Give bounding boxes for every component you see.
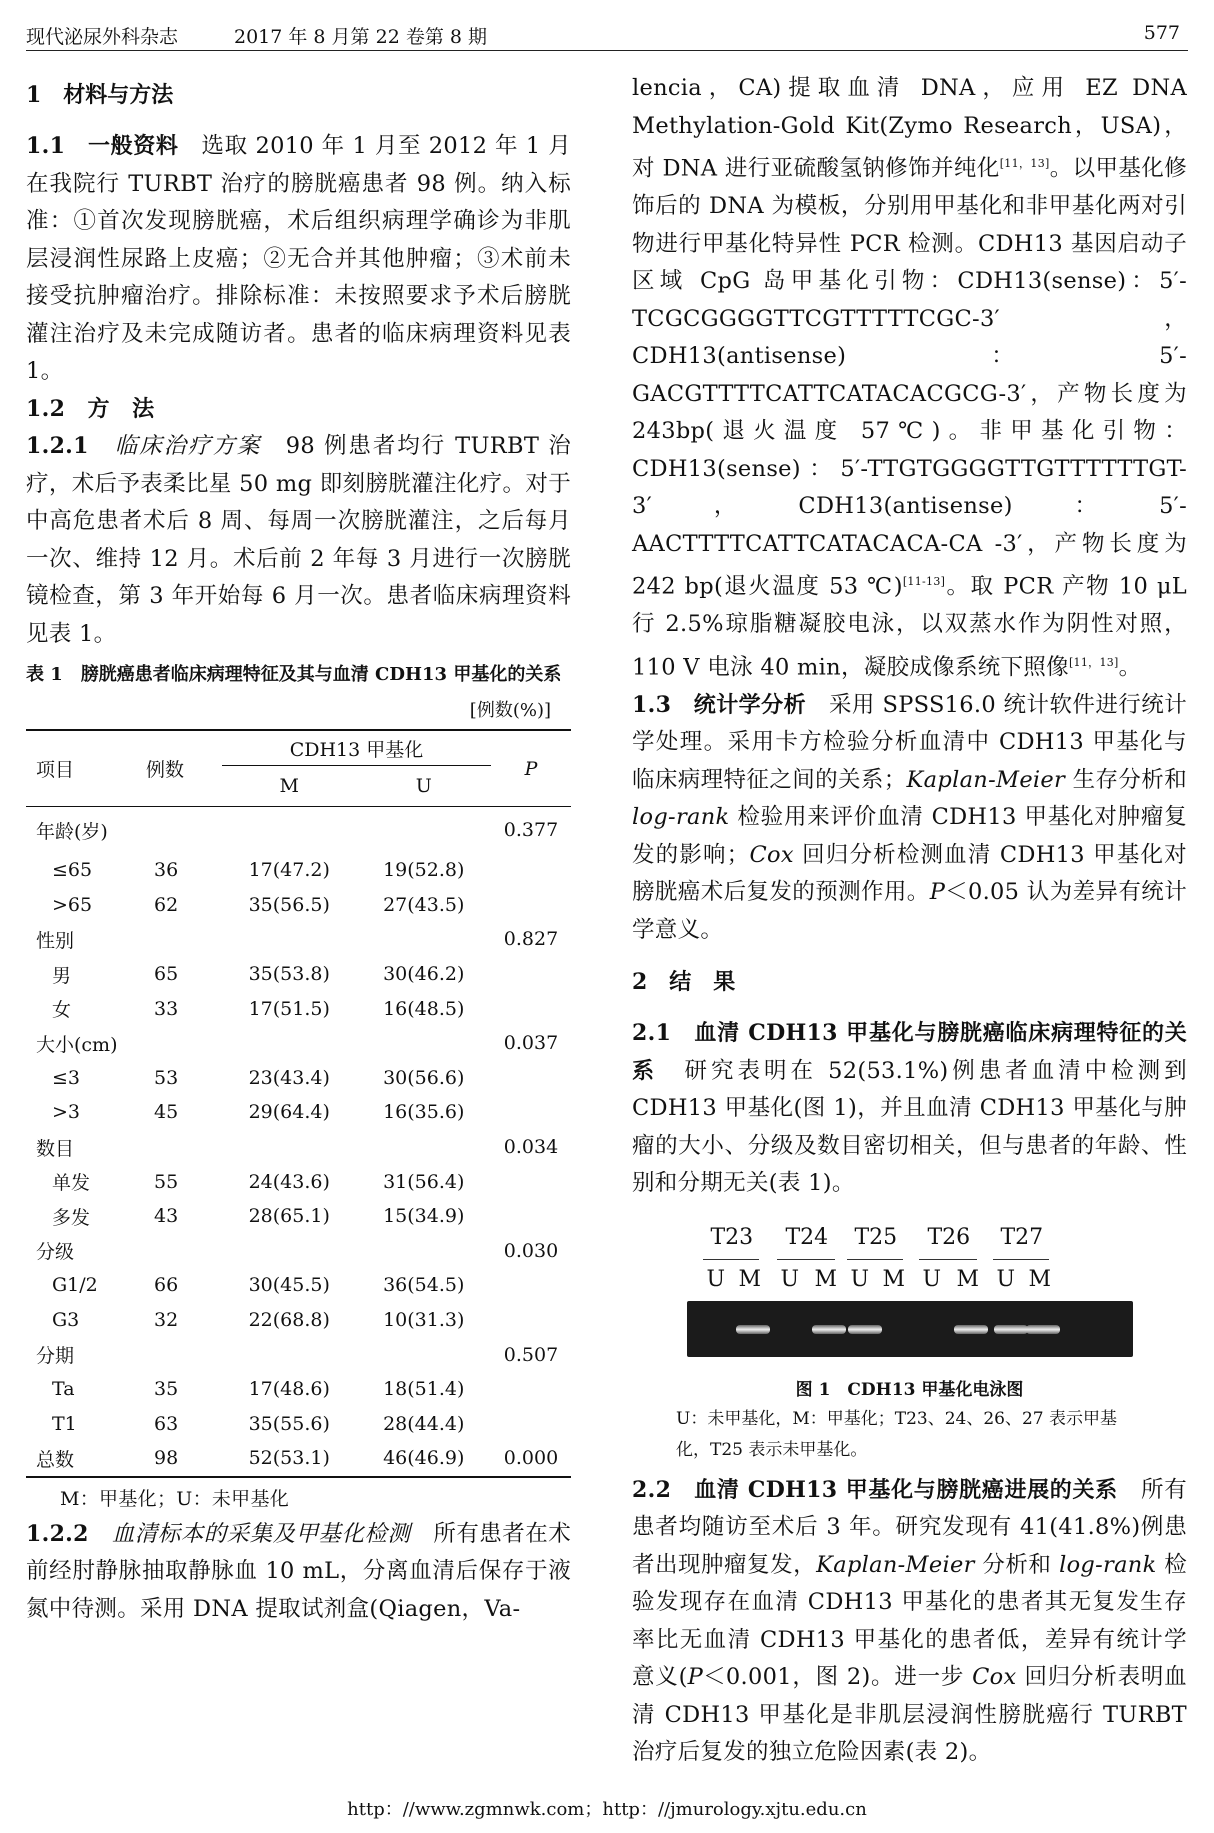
table-cell-p [491, 1061, 571, 1096]
sample-underline [993, 1259, 1049, 1260]
table-cell-m [222, 1026, 357, 1061]
section-1-2-2-text: 所有患者在术前经肘静脉抽取静脉血 10 mL，分离血清后保存于液氮中待测。采用 DNA 提取试剂盒(Qiagen，Va- [26, 1520, 571, 1622]
section-1-2-2-title: 血清标本的采集及甲基化检测 [88, 1520, 411, 1547]
term-p: P [687, 1664, 704, 1690]
table-cell-item: G3 [52, 1309, 80, 1332]
term-cox: Cox [749, 841, 794, 868]
table-cell-n: 55 [154, 1170, 179, 1193]
figure-1-gel [687, 1225, 1133, 1357]
table-row [26, 1199, 571, 1234]
table-cell-item: 分期 [36, 1345, 75, 1368]
table-cell-u: 15(34.9) [383, 1205, 465, 1228]
table-cell-m [222, 1130, 357, 1165]
table-row [26, 1337, 571, 1372]
table-cell-m: 17(48.6) [248, 1378, 330, 1401]
table-cell-item: 总数 [36, 1448, 75, 1471]
lane-label: M [956, 1266, 980, 1292]
table-cell-m: 52(53.1) [248, 1447, 330, 1470]
section-2-2-paragraph [632, 1472, 1187, 1772]
section-1-2-1-title: 临床治疗方案 [88, 433, 262, 459]
table-cell-item: 男 [52, 964, 72, 987]
table-cell-m: 22(68.8) [248, 1309, 330, 1332]
table-cell-m: 30(45.5) [248, 1274, 330, 1297]
table-cell-item: >65 [52, 893, 93, 916]
table-cell-n: 63 [154, 1412, 179, 1435]
table-cell-item: Ta [52, 1378, 75, 1401]
term-log-rank: log-rank [632, 804, 730, 830]
table-cell-m: 24(43.6) [248, 1170, 330, 1193]
table-cell-p: 0.000 [503, 1447, 559, 1470]
th-m: M [279, 775, 299, 797]
table-cell-item: 单发 [52, 1172, 91, 1195]
table-cell-item: >3 [52, 1101, 81, 1124]
table-cell-u [357, 1130, 492, 1165]
table-cell-u [357, 1026, 492, 1061]
section-1-2-1-number: 1.2.1 [26, 433, 89, 459]
table-cell-p [491, 1095, 571, 1130]
table-cell-u: 30(46.2) [383, 963, 465, 986]
table-cell-n [146, 807, 222, 854]
table-row [26, 1441, 571, 1477]
table-cell-n: 43 [154, 1205, 179, 1228]
term-p: P [929, 879, 946, 905]
lane-label: M [814, 1266, 838, 1292]
table-row [26, 1234, 571, 1269]
table-cell-u [357, 1234, 492, 1269]
gel-band [954, 1325, 988, 1334]
table-row [26, 1130, 571, 1165]
table-cell-u: 31(56.4) [383, 1170, 465, 1193]
table-cell-item: 年龄(岁) [36, 820, 108, 843]
lane-label: U [780, 1266, 800, 1292]
table-cell-u: 19(52.8) [383, 859, 465, 882]
table-cell-p [491, 888, 571, 923]
citation-ref: [11，13] [1068, 655, 1119, 669]
section-2-title: 2 结 果 [632, 969, 736, 995]
table-cell-m: 29(64.4) [248, 1101, 330, 1124]
table-cell-u: 46(46.9) [383, 1447, 465, 1470]
figure-1-caption: 图 1 CDH13 甲基化电泳图 [795, 1379, 1024, 1400]
table-cell-u: 16(48.5) [383, 997, 465, 1020]
gel-band [812, 1325, 846, 1334]
section-2-2-heading: 2.2 血清 CDH13 甲基化与膀胱癌进展的关系 [632, 1476, 1118, 1503]
table-cell-n: 62 [154, 893, 179, 916]
table-cell-p [491, 1407, 571, 1442]
sample-underline [777, 1259, 835, 1260]
sample-label: T27 [1000, 1224, 1044, 1250]
table-1-caption [26, 657, 571, 721]
table-row [26, 1026, 571, 1061]
sample-label: T25 [854, 1224, 898, 1250]
table-cell-u [357, 1337, 492, 1372]
sample-label: T26 [927, 1224, 971, 1250]
section-2-2-text: 回归分析表明血清 CDH13 甲基化是非肌层浸润性膀胱癌行 TURBT 治疗后复发的独立危险因素(表 2)。 [632, 1664, 1187, 1765]
lane-label: U [706, 1266, 726, 1292]
page-number: 577 [1143, 22, 1180, 44]
table-cell-n [146, 1026, 222, 1061]
table-cell-item: 数目 [36, 1137, 75, 1160]
lane-label: M [882, 1266, 906, 1292]
section-1-3-text: 回归分析检测血清 CDH13 甲基化对膀胱癌术后复发的预测作用。 [632, 841, 1187, 905]
table-cell-n [146, 1234, 222, 1269]
citation-ref: [11-13] [902, 575, 946, 588]
table-row [26, 1095, 571, 1130]
table-cell-u: 27(43.5) [383, 893, 465, 916]
term-kaplan-meier: Kaplan-Meier [906, 766, 1066, 793]
table-cell-p: 0.827 [503, 928, 559, 951]
table-cell-n: 33 [154, 997, 179, 1020]
table-row [26, 1061, 571, 1096]
table-cell-p: 0.037 [503, 1032, 559, 1055]
table-cell-p: 0.030 [503, 1239, 559, 1262]
table-cell-n [146, 1337, 222, 1372]
running-header [26, 16, 1188, 51]
term-log-rank: log-rank [1059, 1551, 1157, 1578]
section-1-1-heading: 1.1 一般资料 [26, 133, 179, 159]
section-2-2-text: 检验发现存在血清 CDH13 甲基化的患者其无复发生存率比无血清 CDH13 甲基化的患者低，差异有统计学意义( [632, 1551, 1187, 1690]
table-cell-m [222, 1234, 357, 1269]
table-row [26, 853, 571, 888]
table-cell-item: ≤3 [52, 1066, 81, 1089]
table-row [26, 991, 571, 1026]
lane-label: M [1028, 1266, 1052, 1292]
lane-label: U [996, 1266, 1016, 1292]
table-cell-u [357, 807, 492, 854]
section-1-1-text: 选取 2010 年 1 月至 2012 年 1 月在我院行 TURBT 治疗的膀胱癌患者 98 例。纳入标准：①首次发现膀胱癌，术后组织病理学确诊为非肌层浸润性尿路上皮癌；②无合并其他肿瘤；③术前未接受抗肿瘤治疗。排除标准：未按照要求予术后膀胱灌注治疗及未完成随访者。患者的临床病理资料见表 1。 [26, 133, 571, 384]
table-cell-item: 大小(cm) [36, 1033, 118, 1056]
table-cell-p [491, 1372, 571, 1407]
section-1-1-paragraph [26, 128, 571, 391]
figure-1-note: U：未甲基化，M：甲基化；T23、24、26、27 表示甲基化，T25 表示未甲基化。 [676, 1408, 1118, 1460]
section-1-3-text: 采用 SPSS16.0 统计软件进行统计学处理。采用卡方检验分析血清中 CDH13 甲基化与临床病理特征之间的关系； [632, 691, 1188, 793]
sample-underline [919, 1259, 977, 1260]
table-cell-m: 17(47.2) [248, 859, 330, 882]
citation-ref: [11，13] [999, 157, 1050, 170]
th-group: CDH13 甲基化 [222, 730, 491, 766]
table-cell-u: 36(54.5) [383, 1274, 465, 1297]
section-1-2-1-paragraph [26, 428, 571, 653]
term-kaplan-meier: Kaplan-Meier [816, 1551, 975, 1578]
lane-label: U [922, 1266, 942, 1292]
section-1-2-heading: 1.2 方 法 [26, 395, 155, 422]
table-cell-m: 17(51.5) [248, 997, 330, 1020]
table-cell-p: 0.034 [503, 1136, 559, 1159]
section-2-1-paragraph [632, 1015, 1187, 1203]
table-cell-p [491, 1164, 571, 1199]
sample-underline [847, 1259, 903, 1260]
table-cell-item: ≤65 [52, 859, 93, 882]
table-cell-p [491, 1303, 571, 1338]
table-cell-item: 多发 [52, 1206, 91, 1229]
table-cell-p [491, 957, 571, 992]
section-1-2-2-number: 1.2.2 [26, 1520, 89, 1547]
methods-text-d: 。 [1118, 654, 1142, 680]
table-cell-p [491, 853, 571, 888]
methods-text-a: lencia，CA)提取血清 DNA，应用 EZ DNA Methylation-Gold Kit(Zymo Research，USA)，对 DNA 进行亚硫酸氢钠修饰并纯化 [632, 75, 1187, 182]
section-2-1-heading: 2.1 血清 CDH13 甲基化与膀胱癌临床病理特征的关系 [632, 1020, 1187, 1084]
section-1-2-2-paragraph [26, 1516, 571, 1629]
table-cell-m: 23(43.4) [248, 1066, 330, 1089]
table-row [26, 1164, 571, 1199]
table-row [26, 1303, 571, 1338]
table-cell-n [146, 1130, 222, 1165]
section-1-2-heading-line [26, 391, 571, 429]
table-cell-p [491, 1199, 571, 1234]
journal-name: 现代泌尿外科杂志 [26, 26, 179, 48]
page-footer-urls: http：//www.zgmnwk.com；http：//jmurology.xjtu.edu.cn [347, 1799, 867, 1820]
gel-lane-labels [687, 1225, 1133, 1301]
gel-band [848, 1325, 882, 1334]
table-cell-m: 35(56.5) [248, 893, 330, 916]
table-row [26, 1268, 571, 1303]
table-1-note: M：甲基化；U：未甲基化 [60, 1487, 290, 1510]
table-cell-n: 35 [154, 1378, 179, 1401]
table-cell-u: 10(31.3) [383, 1309, 465, 1332]
section-1-3-text: 生存分析和 [1065, 766, 1187, 793]
section-2-2-text: ＜0.001，图 2)。进一步 [703, 1664, 973, 1690]
gel-image [687, 1301, 1133, 1357]
th-u: U [415, 775, 432, 797]
table-cell-u [357, 922, 492, 957]
table-cell-m: 35(53.8) [248, 963, 330, 986]
table-cell-u: 30(56.6) [383, 1066, 465, 1089]
gel-band [1026, 1325, 1060, 1334]
table-row [26, 922, 571, 957]
methods-text-c: 。取 PCR 产物 10 μL 行 2.5%琼脂糖凝胶电泳，以双蒸水作为阴性对照，110 V 电泳 40 min，凝胶成像系统下照像 [632, 573, 1187, 680]
section-1-3-paragraph [632, 687, 1187, 950]
table-cell-item: 分级 [36, 1241, 75, 1264]
table-cell-n: 32 [154, 1309, 179, 1332]
table-cell-u: 16(35.6) [383, 1101, 465, 1124]
table-cell-p [491, 991, 571, 1026]
table-cell-n: 45 [154, 1101, 179, 1124]
table-row [26, 807, 571, 854]
table-1-unit: [例数(%)] [469, 700, 551, 721]
table-cell-u: 28(44.4) [383, 1412, 465, 1435]
table-cell-p: 0.507 [503, 1343, 559, 1366]
table-cell-p: 0.377 [503, 819, 559, 841]
table-body [26, 807, 571, 1477]
section-2-2-text: 所有患者均随访至术后 3 年。研究发现有 41(41.8%)例患者出现肿瘤复发， [632, 1476, 1187, 1578]
table-cell-m [222, 922, 357, 957]
section-2-2-text: 分析和 [974, 1551, 1060, 1578]
table-cell-item: T1 [52, 1412, 77, 1435]
table-cell-n [146, 922, 222, 957]
lane-label: U [850, 1266, 870, 1292]
table-cell-m [222, 807, 357, 854]
table-cell-n: 65 [154, 963, 179, 986]
sample-underline [703, 1259, 759, 1260]
table-cell-m [222, 1337, 357, 1372]
table-1 [26, 729, 571, 1478]
table-cell-n: 98 [154, 1447, 179, 1470]
table-cell-item: 女 [52, 999, 72, 1022]
table-cell-n: 53 [154, 1066, 179, 1089]
issue-info: 2017 年 8 月第 22 卷第 8 期 [234, 26, 487, 48]
section-1-title: 1 材料与方法 [26, 82, 174, 108]
section-1-2-1-text: 98 例患者均行 TURBT 治疗，术后予表柔比星 50 mg 即刻膀胱灌注化疗。对于中高危患者术后 8 周、每周一次膀胱灌注，之后每月一次、维持 12 月。术后前 2 年每 3 月进行一次膀胱镜检查，第 3 年开始每 6 月一次。患者临床病理资料见表 1。 [26, 433, 571, 647]
gel-band [994, 1325, 1028, 1334]
th-item: 项目 [36, 759, 75, 781]
table-row [26, 888, 571, 923]
term-cox: Cox [972, 1664, 1017, 1690]
th-count: 例数 [146, 759, 185, 781]
table-row [26, 957, 571, 992]
table-cell-item: 性别 [36, 929, 75, 952]
methods-continued-paragraph [632, 70, 1187, 687]
gel-band [736, 1325, 770, 1334]
table-cell-n: 66 [154, 1274, 179, 1297]
table-cell-p [491, 1268, 571, 1303]
section-1-3-text: ＜0.05 认为差异有统计学意义。 [632, 879, 1188, 943]
lane-label: M [738, 1266, 762, 1292]
methods-text-b: 。以甲基化修饰后的 DNA 为模板，分别用甲基化和非甲基化两对引物进行甲基化特异性 PCR 检测。CDH13 基因启动子区域 CpG 岛甲基化引物：CDH13(sense)：5′-TCGCGGGGTTCGTTTTTCGC-3′，CDH13(antisense)：5′-GACGTTTTCATTCATACACGCG-3′，产物长度为 243bp(退火温度 57℃)。非甲基化引物：CDH13(sense)：5′-TTGTGGGGTTGTTTTTTGT-3′，CDH13(antisense)：5′-AACTTTTCATTCATACACA-CA -3′，产物长度为 242 bp(退火温度 53 ℃) [632, 155, 1187, 600]
section-2-1-text: 研究表明在 52(53.1%)例患者血清中检测到 CDH13 甲基化(图 1)，并且血清 CDH13 甲基化与肿瘤的大小、分级及数目密切相关，但与患者的年龄、性别和分期无关(表 1)。 [632, 1057, 1187, 1196]
sample-label: T23 [710, 1224, 754, 1250]
table-1-title: 表 1 膀胱癌患者临床病理特征及其与血清 CDH13 甲基化的关系 [26, 664, 562, 685]
th-p: P [524, 757, 538, 780]
table-cell-m: 35(55.6) [248, 1412, 330, 1435]
section-1-3-heading: 1.3 统计学分析 [632, 691, 807, 718]
table-row [26, 1407, 571, 1442]
table-cell-u: 18(51.4) [383, 1378, 465, 1401]
table-row [26, 1372, 571, 1407]
section-1-3-text: 检验用来评价血清 CDH13 甲基化对肿瘤复发的影响； [632, 804, 1187, 868]
sample-label: T24 [785, 1224, 829, 1250]
left-column [26, 70, 571, 1628]
right-column [632, 70, 1187, 1772]
table-cell-m: 28(65.1) [248, 1205, 330, 1228]
table-cell-n: 36 [154, 859, 179, 882]
table-cell-item: G1/2 [52, 1274, 98, 1297]
